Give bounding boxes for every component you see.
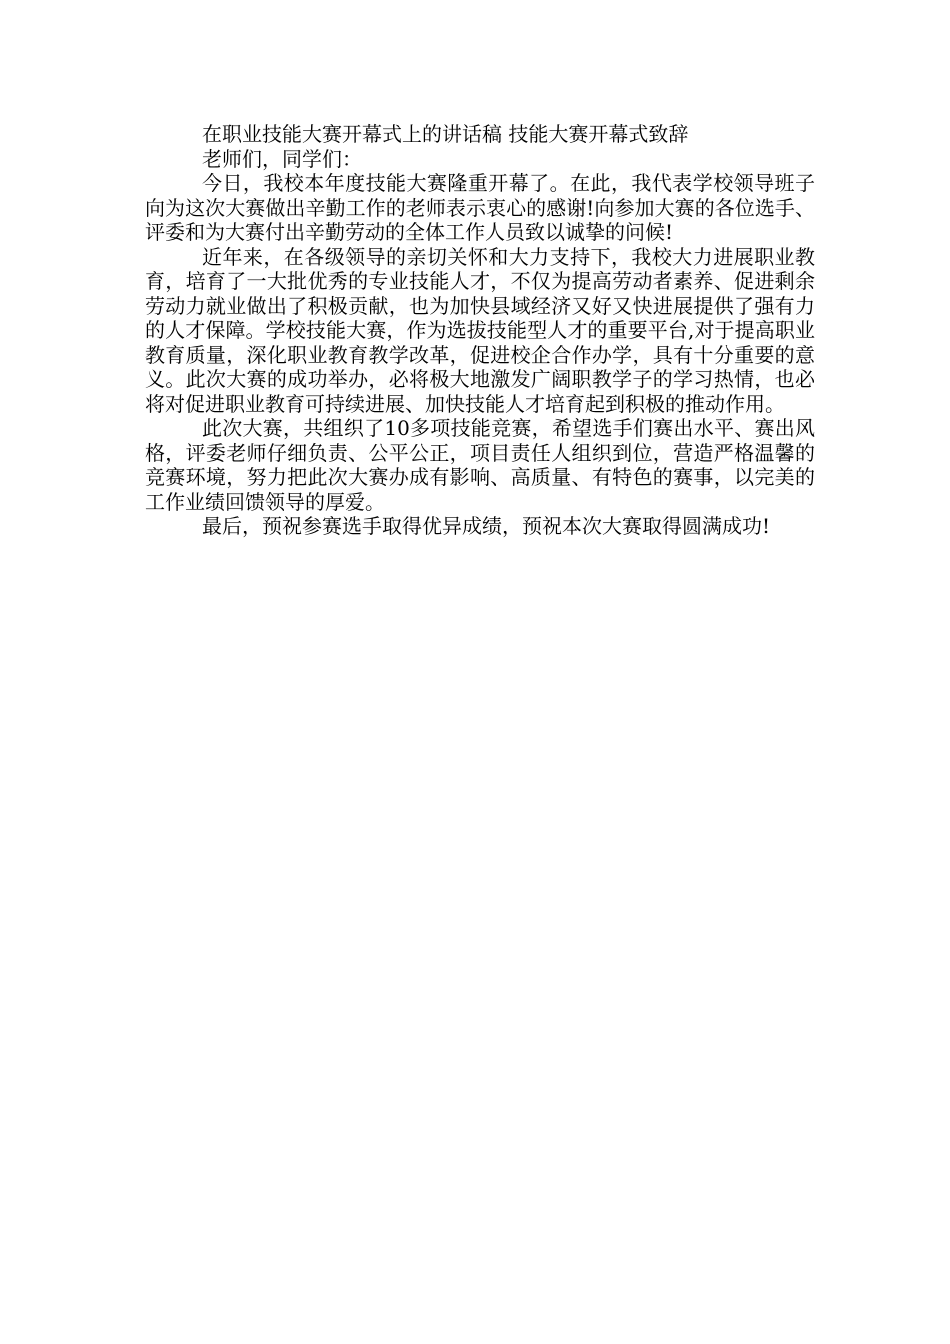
greeting: 老师们，同学们：: [202, 146, 362, 171]
paragraph-opening: 今日，我校本年度技能大赛隆重开幕了。在此，我代表学校领导班子向为这次大赛做出辛勤工作的老师表示衷心的感谢!向参加大赛的各位选手、评委和为大赛付出辛勤劳动的全体工作人员致以诚挚的问候!: [145, 171, 815, 244]
document-body: [145, 122, 815, 539]
paragraph-background: 近年来，在各级领导的亲切关怀和大力支持下，我校大力进展职业教育，培育了一大批优秀的专业技能人才，不仅为提高劳动者素养、促进剩余劳动力就业做出了积极贡献，也为加快县域经济又好又快进展提供了强有力的人才保障。学校技能大赛，作为选拔技能型人才的重要平台,对于提高职业教育质量，深化职业教育教学改革，促进校企合作办学，具有十分重要的意义。此次大赛的成功举办，必将极大地激发广阔职教学子的学习热情，也必将对促进职业教育可持续进展、加快技能人才培育起到积极的推动作用。: [145, 244, 815, 416]
document-title: 在职业技能大赛开幕式上的讲话稿 技能大赛开幕式致辞: [202, 122, 689, 146]
paragraph-closing: 最后，预祝参赛选手取得优异成绩，预祝本次大赛取得圆满成功!: [202, 514, 771, 538]
paragraph-competition: 此次大赛，共组织了10多项技能竞赛，希望选手们赛出水平、赛出风格，评委老师仔细负责、公平公正，项目责任人组织到位，营造严格温馨的竞赛环境，努力把此次大赛办成有影响、高质量、有特色的赛事，以完美的工作业绩回馈领导的厚爱。: [145, 416, 815, 514]
